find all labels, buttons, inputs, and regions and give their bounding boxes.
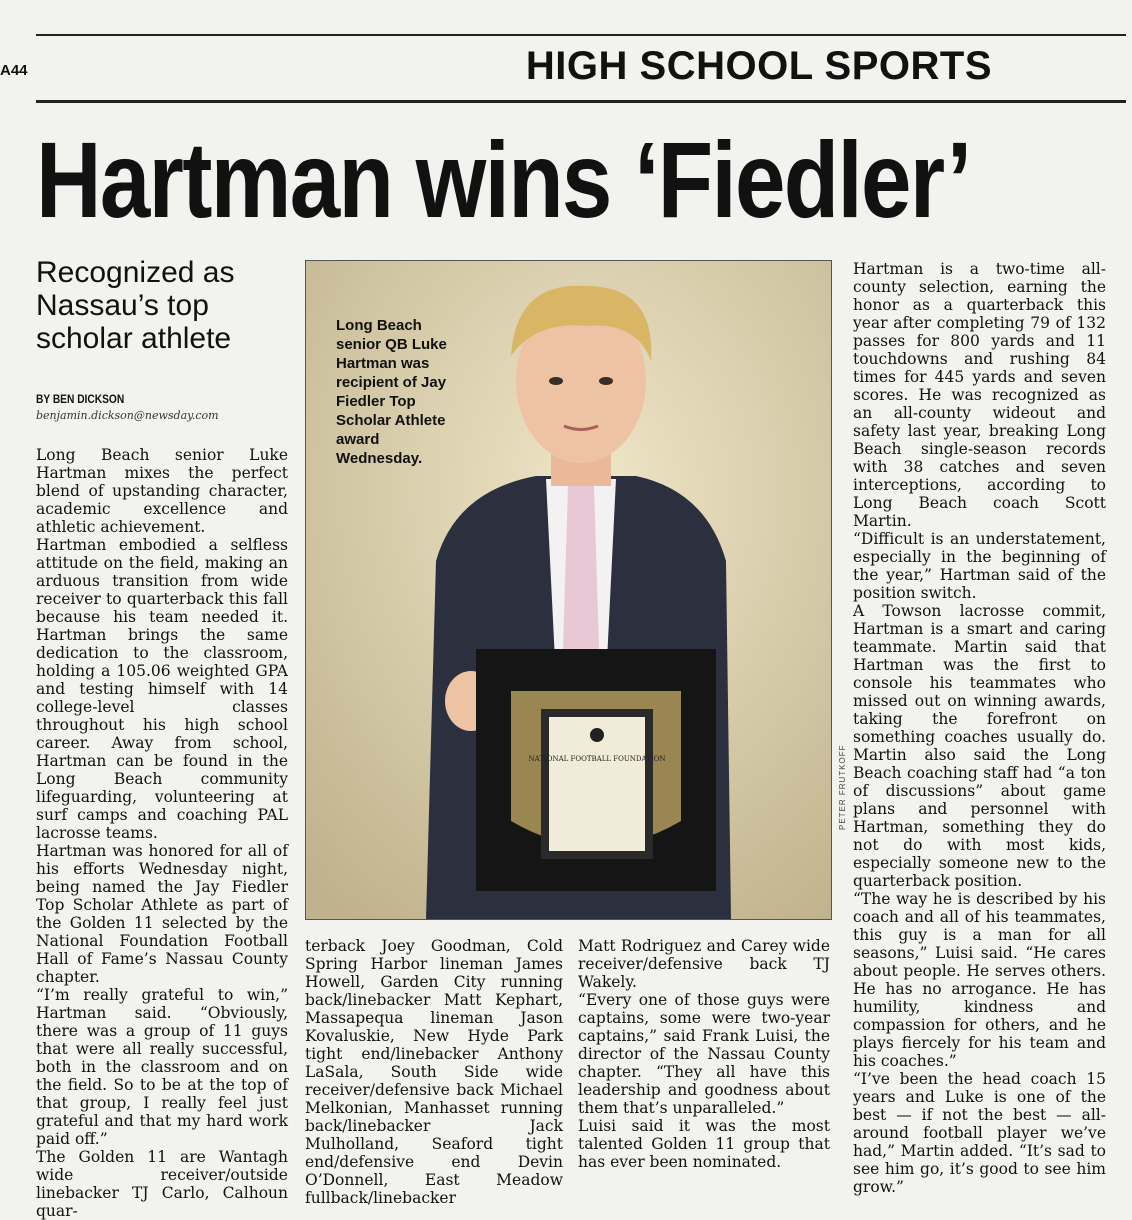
article-column-4: Hartman is a two-time all-county selection, earning the honor as a quarterback this year after completing 79 of 132 passes for 800 yards and 11 touchdowns and rushing 84 times for 445 yards and seven scores. He was recognized as an all-county wideout and safety last year, breaking Long Beach single-season records with 38 catches and seven interceptions, according to Long Beach coach Scott Martin. “Difficult is an understatement, especially in the beginning of the year,” Hartman said of the position switch. A Towson lacrosse commit, Hartman is a smart and caring teammate. Martin said that Hartman was the first to console his teammates who missed out on winning awards, taking the forefront on something coaches usually do. Martin also said the Long Beach coaching staff had “a ton of discussions” about game plans and personnel with Hartman, something they do not do with most kids, especially someone new to the quarterback position. “The way he is described by his coach and all of his teammates, this guy is a man for all seasons,” Luisi said. “He cares about people. He serves others. He has no arrogance. He has humility, kindness and compassion for others, and he plays fiercely for his team and his coaches.” “I’ve been the head coach 15 years and Luke is one of the best — if not the best — all-around football player we’ve had,” Martin added. “It’s sad to see him go, it’s good to see him grow.” (853, 260, 1106, 1196)
header-rule-top (36, 34, 1126, 36)
photo-caption: Long Beach senior QB Luke Hartman was recipient of Jay Fiedler Top Scholar Athlete award Wednesday. (336, 317, 447, 467)
photo-credit: PETER FRUTKOFF (838, 744, 847, 830)
header-rule-bottom (36, 100, 1126, 103)
byline: BY BEN DICKSON (36, 392, 125, 406)
author-email: benjamin.dickson@newsday.com (36, 409, 219, 422)
page-folio: A44 (0, 62, 28, 79)
plaque-text: NATIONAL FOOTBALL FOUNDATION (528, 755, 666, 763)
section-title: HIGH SCHOOL SPORTS (525, 44, 992, 88)
deck: Recognized as Nassau’s top scholar athlete (36, 256, 235, 355)
article-column-3: Matt Rodriguez and Carey wide receiver/defensive back TJ Wakely. “Every one of those guys were captains, some were two-year captains,” said Frank Luisi, the director of the Nassau County chapter. “They all have this leadership and goodness about them that’s unparalleled.” Luisi said it was the most talented Golden 11 group that has ever been nominated. (578, 937, 830, 1171)
article-column-1: Long Beach senior Luke Hartman mixes the perfect blend of upstanding character, academic excellence and athletic achievement. Hartman embodied a selfless attitude on the field, making an arduous transition from wide receiver to quarterback this fall because his team needed it. Hartman brings the same dedication to the classroom, holding a 105.06 weighted GPA and testing himself with 14 college-level classes throughout his high school career. Away from school, Hartman can be found in the Long Beach community lifeguarding, volunteering at surf camps and coaching PAL lacrosse teams. Hartman was honored for all of his efforts Wednesday night, being named the Jay Fiedler Top Scholar Athlete as part of the Golden 11 selected by the National Foundation Football Hall of Fame’s Nassau County chapter. “I’m really grateful to win,” Hartman said. “Obviously, there was a group of 11 guys that were all really successful, both in the classroom and on the field. So to be at the top of that group, I really feel just grateful and that my hard work paid off.” The Golden 11 are Wantagh wide receiver/outside linebacker TJ Carlo, Calhoun quar- (36, 446, 288, 1220)
article-column-2: terback Joey Goodman, Cold Spring Harbor lineman James Howell, Garden City running back/linebacker Matt Kephart, Massapequa lineman Jason Kovaluskie, New Hyde Park tight end/linebacker Anthony LaSala, South Side wide receiver/defensive back Michael Melkonian, Manhasset running back/linebacker Jack Mulholland, Seaford tight end/defensive end Devin O’Donnell, East Meadow fullback/linebacker (305, 937, 563, 1207)
headline: Hartman wins ‘Fiedler’ (36, 119, 971, 240)
